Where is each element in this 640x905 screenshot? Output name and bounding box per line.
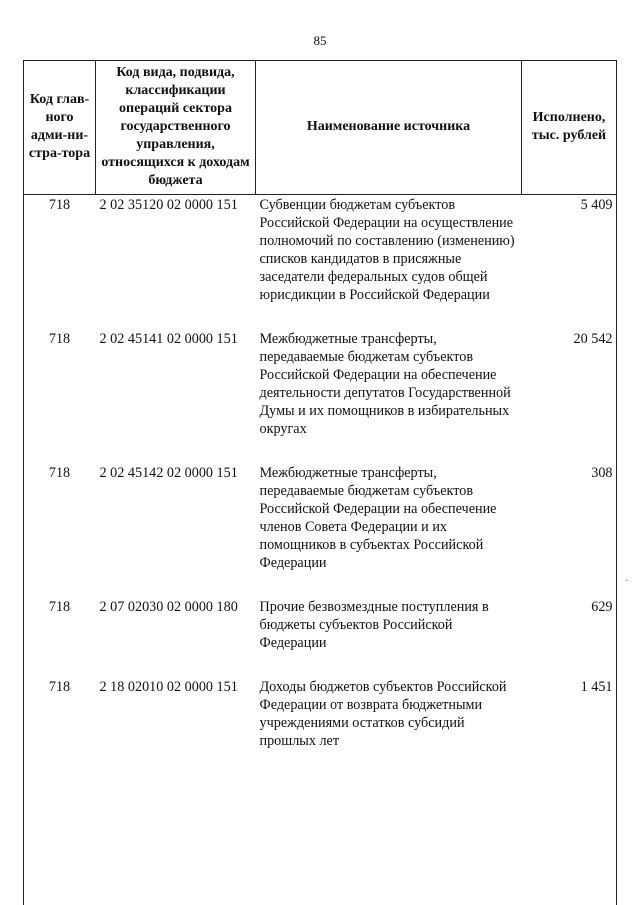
table-row — [24, 464, 617, 598]
admin-code-cell: 718 — [48, 599, 71, 615]
admin-code-cell: 718 — [48, 679, 71, 695]
page-number: 85 — [313, 33, 327, 48]
source-name-cell: Прочие безвозмездные поступления в бюджеты субъектов Российской Федерации — [259, 599, 489, 651]
table-row — [24, 195, 617, 331]
scan-dot-mark: · — [625, 576, 629, 587]
classification-code-cell: 2 02 35120 02 0000 151 — [99, 197, 238, 213]
table-row — [24, 330, 617, 464]
classification-code-cell: 2 02 45142 02 0000 151 — [99, 465, 238, 481]
classification-code-cell: 2 18 02010 02 0000 151 — [99, 679, 238, 695]
source-name-cell: Межбюджетные трансферты, передаваемые бюджетам субъектов Российской Федерации на обеспечение членов Совета Федерации и их помощников в субъектах Российской Федерации — [259, 465, 497, 571]
source-name-cell: Субвенции бюджетам субъектов Российской Федерации на осуществление полномочий по составлению (изменению) списков кандидатов в присяжные заседатели федеральных судов общей юрисдикции в Российской Федерации — [259, 197, 515, 303]
table-row — [24, 598, 617, 678]
amount-cell: 629 — [591, 599, 613, 615]
admin-code-cell: 718 — [48, 197, 71, 213]
amount-cell: 5 409 — [580, 197, 613, 213]
amount-cell: 308 — [591, 465, 613, 481]
admin-code-cell: 718 — [48, 331, 71, 347]
table-row — [24, 678, 617, 776]
admin-code-cell: 718 — [48, 465, 71, 481]
amount-cell: 20 542 — [573, 331, 613, 347]
classification-code-cell: 2 02 45141 02 0000 151 — [99, 331, 238, 347]
header-amount: Исполнено, тыс. рублей — [522, 61, 617, 195]
classification-code-cell: 2 07 02030 02 0000 180 — [99, 599, 238, 615]
table-header-row — [24, 61, 617, 195]
amount-cell: 1 451 — [580, 679, 613, 695]
source-name-cell: Доходы бюджетов субъектов Российской Федерации от возврата бюджетными учреждениями остатков субсидий прошлых лет — [259, 679, 507, 749]
header-source-name: Наименование источника — [256, 61, 522, 195]
header-admin-code: Код глав-ного адми-ни-стра-тора — [24, 61, 96, 195]
source-name-cell: Межбюджетные трансферты, передаваемые бюджетам субъектов Российской Федерации на обеспечение деятельности депутатов Государственной Думы и их помощников в избирательных округах — [259, 331, 511, 437]
header-classification-code: Код вида, подвида, классификации операций сектора государственного управления, относящихся к доходам бюджета — [96, 61, 256, 195]
budget-revenue-table — [23, 60, 617, 776]
